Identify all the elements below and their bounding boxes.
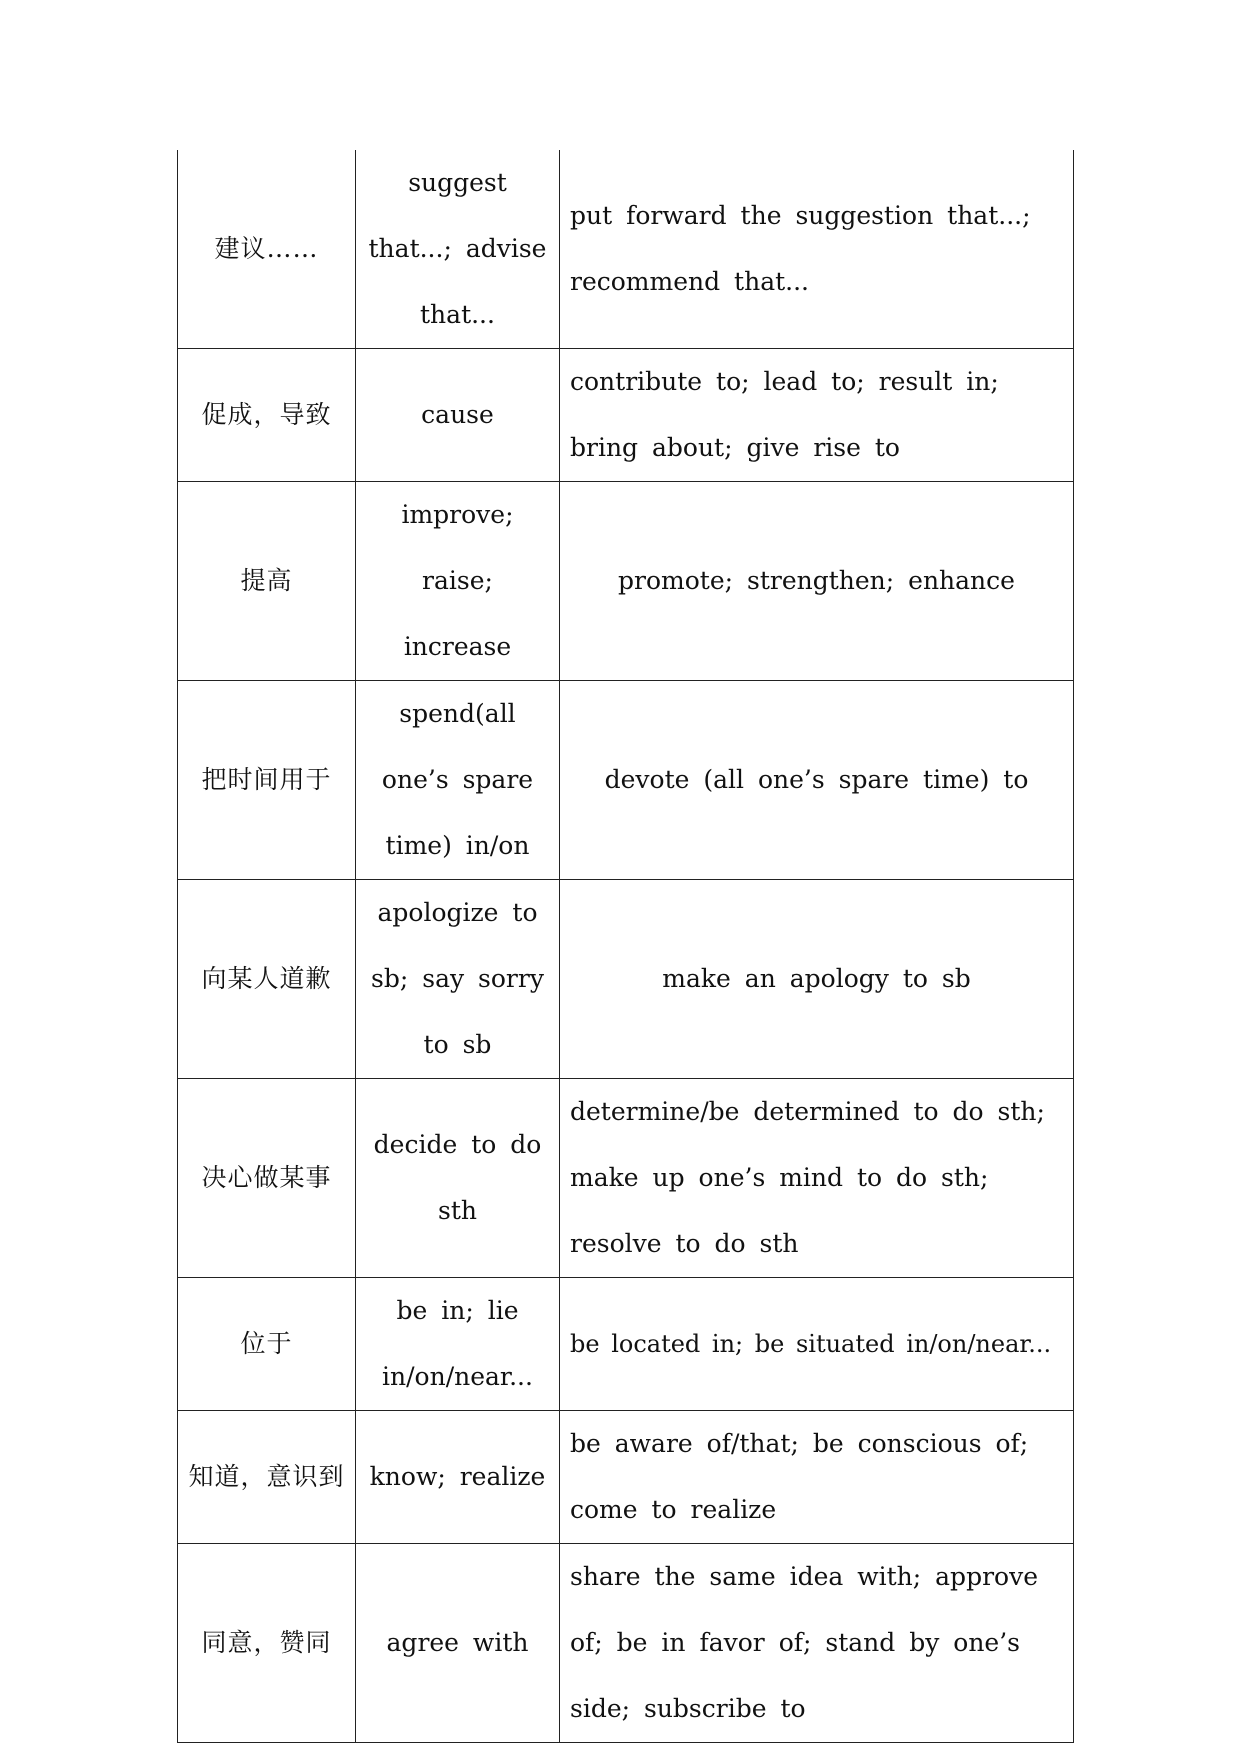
chinese-meaning: 位于 xyxy=(178,1278,356,1411)
chinese-meaning: 建议…… xyxy=(178,150,356,349)
advanced-expression: contribute to; lead to; result in; bring about; give rise to xyxy=(560,349,1074,482)
basic-expression: spend(all one’s spare time) in/on xyxy=(356,681,560,880)
chinese-meaning: 向某人道歉 xyxy=(178,880,356,1079)
advanced-expression: be located in; be situated in/on/near... xyxy=(560,1278,1074,1411)
table-row xyxy=(178,1079,1074,1278)
chinese-meaning: 把时间用于 xyxy=(178,681,356,880)
advanced-expression: determine/be determined to do sth; make up one’s mind to do sth; resolve to do sth xyxy=(560,1079,1074,1278)
table-row xyxy=(178,150,1074,349)
table-row xyxy=(178,1278,1074,1411)
table-row xyxy=(178,482,1074,681)
advanced-expression: devote (all one’s spare time) to xyxy=(560,681,1074,880)
table-row xyxy=(178,1411,1074,1544)
advanced-expression: put forward the suggestion that...; recommend that... xyxy=(560,150,1074,349)
table-row xyxy=(178,880,1074,1079)
table-row xyxy=(178,349,1074,482)
basic-expression: decide to do sth xyxy=(356,1079,560,1278)
chinese-meaning: 决心做某事 xyxy=(178,1079,356,1278)
basic-expression: improve; raise; increase xyxy=(356,482,560,681)
advanced-expression: make an apology to sb xyxy=(560,880,1074,1079)
chinese-meaning: 提高 xyxy=(178,482,356,681)
table-row xyxy=(178,1544,1074,1743)
basic-expression: suggest that...; advise that... xyxy=(356,150,560,349)
basic-expression: cause xyxy=(356,349,560,482)
advanced-expression: promote; strengthen; enhance xyxy=(560,482,1074,681)
basic-expression: apologize to sb; say sorry to sb xyxy=(356,880,560,1079)
chinese-meaning: 知道，意识到 xyxy=(178,1411,356,1544)
vocabulary-table-wrapper xyxy=(177,150,1073,1743)
chinese-meaning: 促成，导致 xyxy=(178,349,356,482)
advanced-expression: share the same idea with; approve of; be in favor of; stand by one’s side; subscribe to xyxy=(560,1544,1074,1743)
basic-expression: be in; lie in/on/near... xyxy=(356,1278,560,1411)
basic-expression: know; realize xyxy=(356,1411,560,1544)
chinese-meaning: 同意，赞同 xyxy=(178,1544,356,1743)
advanced-expression: be aware of/that; be conscious of; come to realize xyxy=(560,1411,1074,1544)
basic-expression: agree with xyxy=(356,1544,560,1743)
vocabulary-table xyxy=(177,150,1074,1743)
table-row xyxy=(178,681,1074,880)
